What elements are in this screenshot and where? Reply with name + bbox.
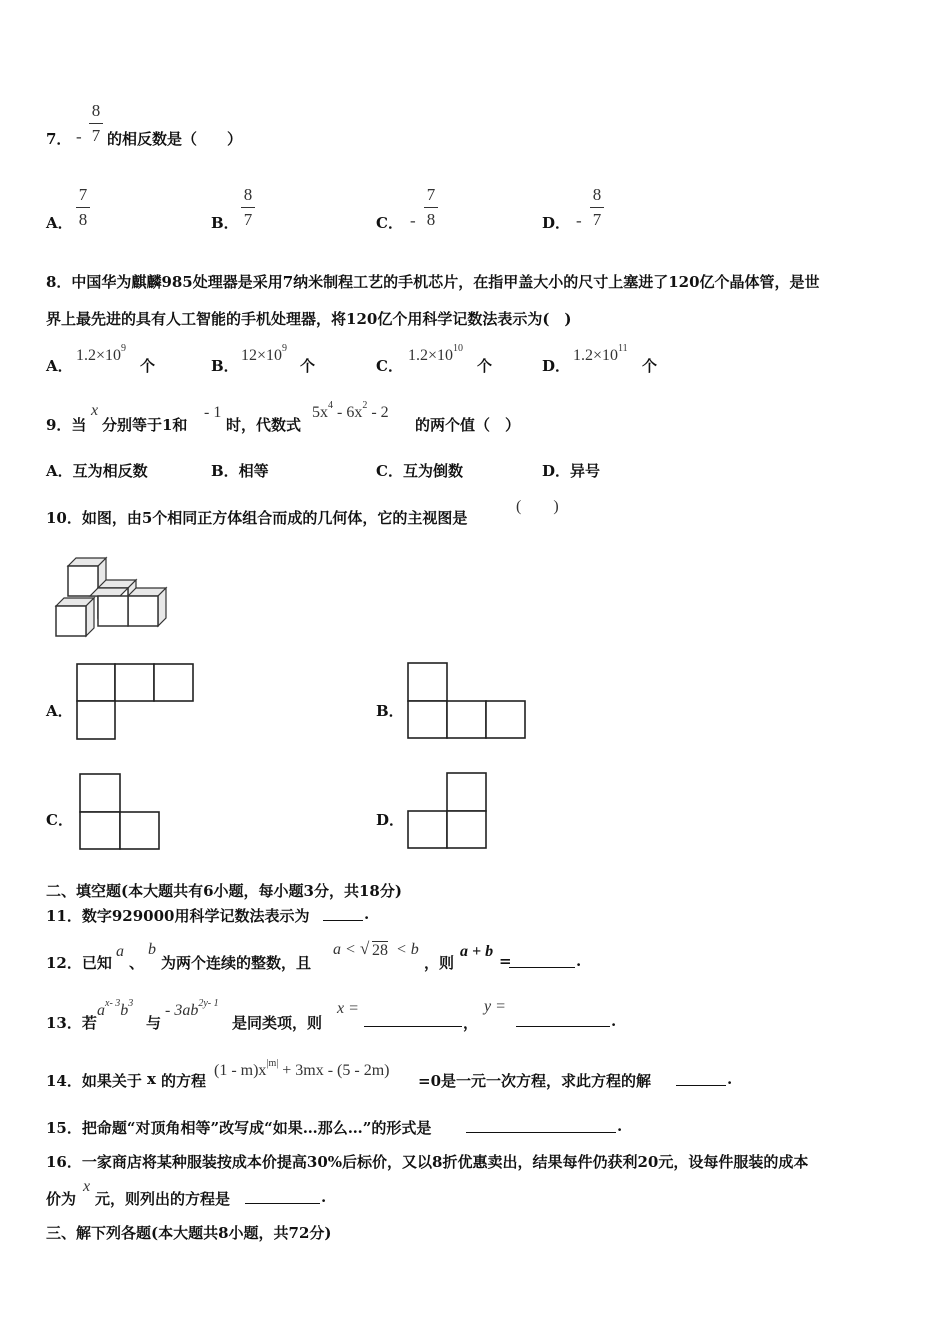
q13-term-2 <box>165 998 219 1020</box>
q12-ineq-b: < b <box>396 941 419 958</box>
q8-option-a-base: 1.2×10 <box>76 347 122 364</box>
q13-text-2: 与 <box>146 1014 162 1032</box>
q7-number: 7． <box>46 130 72 148</box>
q16-answer-blank[interactable] <box>245 1187 320 1204</box>
q12-equals: = <box>499 952 512 970</box>
q14-text-3: =0是一元一次方程，求此方程的解 <box>418 1072 652 1090</box>
q7-option-d-sign: - <box>576 211 582 230</box>
q9-option-a: A．互为相反数 <box>46 462 148 480</box>
q13-comma: ， <box>463 1014 479 1032</box>
q12-ineq-a: a < <box>333 941 356 958</box>
q13-term-1-b-exp: 3 <box>128 998 134 1009</box>
q7-option-a-fraction <box>75 184 91 231</box>
q13-x-eq: x = <box>337 1000 359 1017</box>
q12-text-2: 为两个连续的整数，且 <box>161 954 312 972</box>
q12-var-a: a <box>116 943 124 960</box>
q8-option-b-label: B． <box>211 357 239 375</box>
q12-sqrt-value: 28 <box>372 942 388 959</box>
q7-option-c-label: C． <box>376 214 403 232</box>
q8-option-a-label: A． <box>46 357 73 375</box>
q7-option-c-den: 8 <box>426 210 436 229</box>
q14-text-2: 的方程 <box>161 1072 207 1090</box>
view-square <box>77 664 115 701</box>
q14-eq-part-1: (1 - m)x <box>214 1062 267 1079</box>
cube-figure <box>50 548 180 643</box>
q7-minus: - <box>76 127 82 146</box>
q13-term-1-a: a <box>97 1002 105 1019</box>
q8-option-d-base: 1.2×10 <box>573 347 619 364</box>
q10-option-b-label: B． <box>376 702 404 720</box>
q7-option-d-den: 7 <box>592 210 602 229</box>
q7-option-b-den: 7 <box>243 210 253 229</box>
q9-expression <box>312 400 389 422</box>
q7-option-b-num: 8 <box>243 185 253 204</box>
q8-option-a-unit: 个 <box>140 357 156 375</box>
q9-option-b: B．相等 <box>211 462 269 480</box>
q8-option-d-exp: 11 <box>618 343 628 354</box>
cube-front <box>68 566 98 596</box>
q7-option-a-num: 7 <box>78 185 88 204</box>
q10-option-d-label: D． <box>376 811 405 829</box>
q7-option-c-num: 7 <box>426 185 436 204</box>
cube-front <box>128 596 158 626</box>
q10-option-d-view <box>407 772 491 850</box>
view-square <box>115 664 154 701</box>
q10-option-c-label: C． <box>46 811 73 829</box>
section-3-heading: 三、解下列各题(本大题共8小题，共72分) <box>46 1224 332 1242</box>
q13-term-2-exp: 2y- 1 <box>198 998 219 1009</box>
q9-expr-a-exp: 4 <box>328 400 333 411</box>
q8-option-b-value <box>241 343 287 365</box>
q8-option-d-unit: 个 <box>642 357 658 375</box>
q9-var-x: x <box>91 402 99 419</box>
q14-eq-part-2: + 3mx - (5 - 2m) <box>278 1062 390 1079</box>
q8-option-b-base: 12×10 <box>241 347 283 364</box>
cube-front <box>56 606 86 636</box>
q7-option-b-label: B． <box>211 214 239 232</box>
view-square <box>120 812 159 849</box>
q14-end: . <box>727 1070 733 1088</box>
q9-text-4: 的两个值（ ） <box>415 416 521 434</box>
view-square <box>80 774 120 812</box>
view-square <box>486 701 525 738</box>
q12-text-1: 12．已知 <box>46 954 112 972</box>
q12-sep: 、 <box>129 954 145 972</box>
q7-option-d-fraction <box>589 184 605 231</box>
view-square <box>447 773 486 811</box>
q8-option-b-exp: 9 <box>282 343 288 354</box>
q7-text: 的相反数是（ ） <box>107 130 243 148</box>
q15-answer-blank[interactable] <box>466 1116 616 1133</box>
q9-text-3: 时，代数式 <box>226 416 302 434</box>
view-square <box>447 811 486 848</box>
q16-text-2: 元，则列出的方程是 <box>95 1190 231 1208</box>
q12-answer-blank[interactable] <box>509 951 575 968</box>
q8-option-c-value <box>408 343 463 365</box>
q10-paren: ( ) <box>516 498 559 515</box>
q8-option-d-value <box>573 343 628 365</box>
q7-fraction <box>88 100 104 147</box>
q8-option-c-unit: 个 <box>477 357 493 375</box>
q9-text-1: 9．当 <box>46 416 87 434</box>
q13-end: . <box>611 1012 617 1030</box>
q7-option-a-den: 8 <box>78 210 88 229</box>
q7-option-d-label: D． <box>542 214 571 232</box>
q15-text: 15．把命题“对顶角相等”改写成“如果…那么…”的形式是 <box>46 1119 432 1137</box>
q7-option-b-fraction <box>240 184 256 231</box>
q16-text-1: 价为 <box>46 1190 77 1208</box>
q14-var-x: x <box>147 1070 156 1088</box>
q10-option-a-label: A． <box>46 702 73 720</box>
q7-option-d-num: 8 <box>592 185 602 204</box>
q8-option-b-unit: 个 <box>300 357 316 375</box>
q8-option-c-label: C． <box>376 357 403 375</box>
cube-front <box>98 596 128 626</box>
q11-answer-blank[interactable] <box>323 904 363 921</box>
q8-option-d-label: D． <box>542 357 571 375</box>
q11-text: 11．数字929000用科学记数法表示为 <box>46 907 310 925</box>
q9-expr-c: - 2 <box>367 404 389 421</box>
q16-line-1: 16．一家商店将某种服装按成本价提高30%后标价，又以8折优惠卖出，结果每件仍获利20元，设每件服装的成本 <box>46 1153 809 1171</box>
q11-end: . <box>364 905 370 923</box>
q10-option-a-view <box>76 663 196 741</box>
q7-option-a-label: A． <box>46 214 73 232</box>
q13-y-answer-blank[interactable] <box>516 1010 610 1027</box>
q9-neg-one: - 1 <box>204 404 222 421</box>
q9-expr-b-exp: 2 <box>362 400 368 411</box>
q16-var-x: x <box>83 1178 91 1195</box>
q15-end: . <box>617 1117 623 1135</box>
q14-text-1: 14．如果关于 <box>46 1072 142 1090</box>
q13-term-1-a-exp: x- 3 <box>105 998 121 1009</box>
q7-frac-num: 8 <box>91 101 101 120</box>
q13-y-eq: y = <box>484 998 506 1015</box>
q8-option-a-exp: 9 <box>121 343 127 354</box>
section-2-heading: 二、填空题(本大题共有6小题，每小题3分，共18分) <box>46 882 402 900</box>
q12-text-3: ，则 <box>424 954 455 972</box>
q14-equation <box>214 1058 389 1080</box>
q10-text: 10．如图，由5个相同正方体组合而成的几何体，它的主视图是 <box>46 509 468 527</box>
view-square <box>447 701 486 738</box>
q12-sum: a + b <box>460 943 494 960</box>
q8-option-c-base: 1.2×10 <box>408 347 454 364</box>
q9-expr-b: - 6x <box>333 404 363 421</box>
q9-option-c: C．互为倒数 <box>376 462 463 480</box>
q10-option-c-view <box>79 773 163 851</box>
q10-option-b-view <box>407 662 529 740</box>
q7-option-c-fraction <box>423 184 439 231</box>
q12-var-b: b <box>148 941 156 958</box>
q8-option-c-exp: 10 <box>453 343 464 354</box>
view-square <box>80 812 120 849</box>
q14-answer-blank[interactable] <box>676 1069 726 1086</box>
q12-end: . <box>576 952 582 970</box>
q9-expr-a: 5x <box>312 404 328 421</box>
q13-text-3: 是同类项，则 <box>232 1014 323 1032</box>
q13-text-1: 13．若 <box>46 1014 97 1032</box>
q13-term-2-base: - 3ab <box>165 1002 199 1019</box>
q9-text-2: 分别等于1和 <box>102 416 188 434</box>
q9-option-d: D．异号 <box>542 462 601 480</box>
q7-frac-den: 7 <box>91 126 101 145</box>
q8-line-2: 界上最先进的具有人工智能的手机处理器，将120亿个用科学记数法表示为( ) <box>46 310 572 328</box>
view-square <box>408 663 447 701</box>
q14-eq-exp: |m| <box>266 1058 279 1069</box>
sqrt-sign-icon: √ <box>360 939 370 958</box>
q7-option-c-sign: - <box>410 211 416 230</box>
q13-x-answer-blank[interactable] <box>364 1010 462 1027</box>
q13-term-1-b: b <box>120 1002 129 1019</box>
view-square <box>154 664 193 701</box>
view-square <box>77 701 115 739</box>
view-square <box>408 811 447 848</box>
view-square <box>408 701 447 738</box>
q16-end: . <box>321 1188 327 1206</box>
q8-option-a-value <box>76 343 126 365</box>
q13-term-1 <box>97 998 133 1020</box>
q8-line-1: 8．中国华为麒麟985处理器是采用7纳米制程工艺的手机芯片，在指甲盖大小的尺寸上塞进了120亿个晶体管，是世 <box>46 273 820 291</box>
